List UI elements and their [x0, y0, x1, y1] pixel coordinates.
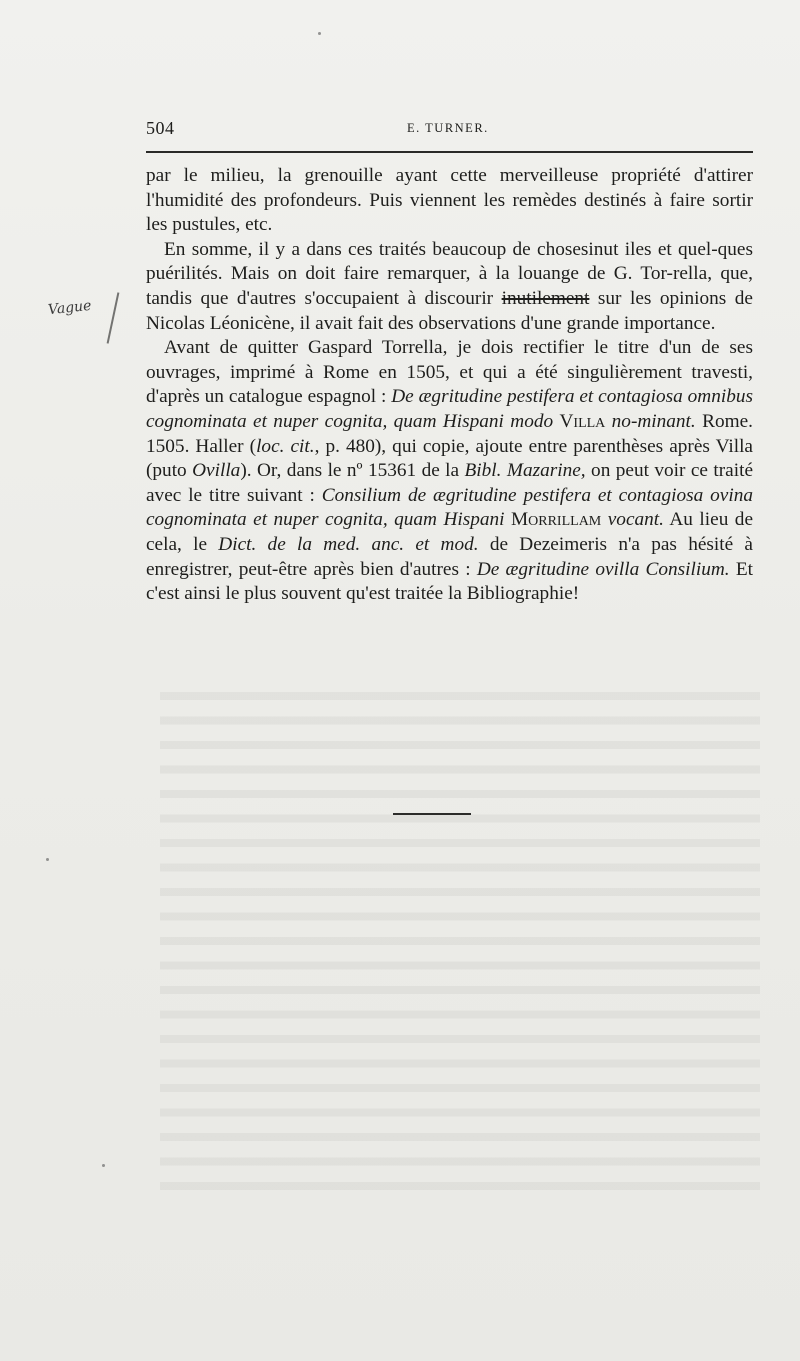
page-number: 504 [146, 118, 175, 138]
p3-s5: on peut voir ce traité avec le titre suivant : [146, 460, 754, 506]
header-rule [146, 151, 753, 153]
p3-s1: Avant de quitter Gaspard Torrella, je dois rectifier le titre d'un de ses ouvrages, imprimé à Rome en 1505, et qui a été singulièrement travesti, d'après un catalogue espagnol : [146, 337, 753, 408]
p3-smallcaps-2: Morrillam [511, 509, 602, 531]
p3-loc-cit: loc. cit. [256, 435, 315, 457]
bleed-through-text [160, 680, 760, 1200]
p2-part-b: sur les opinions de Nicolas Léonicène, il avait fait des observations d'une grande importance. [146, 287, 753, 334]
p3-s6: Au lieu de cela, le [146, 509, 754, 555]
p3-ovilla: Ovilla [192, 460, 241, 482]
p3-s3: , p. 480), qui copie, ajoute entre parenthèses après Villa (puto [146, 435, 753, 482]
paragraph-1-text: par le milieu, la grenouille ayant cette merveilleuse propriété d'attirer l'humidité des profondeurs. Puis viennent les remèdes destinés à faire sortir les pustules, etc. [146, 165, 753, 236]
paper-speck [318, 32, 321, 35]
paper-speck [46, 858, 49, 861]
paragraph-1 [146, 164, 753, 238]
running-head: E. TURNER. [407, 121, 489, 135]
p3-s2: Rome. 1505. Haller ( [146, 410, 753, 457]
p3-title-2b: vocant. [607, 509, 664, 531]
handwritten-margin-note: Vague [47, 297, 93, 319]
p3-s7: de Dezeimeris n'a pas hésité à enregistrer, peut-être après bien d'autres : [146, 533, 753, 580]
struck-word: inutilement [501, 287, 590, 309]
p3-title-1b: no-minant. [611, 410, 696, 432]
p3-s8: Et c'est ainsi le plus souvent qu'est traitée la Bibliographie! [146, 558, 753, 605]
main-text [146, 164, 753, 607]
p3-title-1a: De ægritudine pestifera et contagiosa omnibus cognominata et nuper cognita, quam Hispani modo [146, 386, 753, 432]
p3-title-3: De ægritudine ovilla Consilium. [476, 558, 730, 580]
p3-dict: Dict. de la med. anc. et mod. [218, 533, 479, 555]
p3-bibl-mazarine: Bibl. Mazarine, [464, 460, 586, 482]
paper-speck [102, 1164, 105, 1167]
p3-smallcaps-1: Villa [559, 410, 606, 432]
p3-s4: ). Or, dans le nº 15361 de la [240, 460, 465, 482]
paragraph-3 [146, 336, 753, 607]
section-divider [393, 813, 471, 815]
p2-part-a: En somme, il y a dans ces traités beaucoup de chosesinut iles et quel-ques puérilités. Mais on doit faire remarquer, à la louange de G. Tor-rella, que, tandis que d'autres s'occupaient à discourir [146, 238, 753, 309]
paragraph-2 [146, 238, 753, 336]
p3-title-2a: Consilium de ægritudine pestifera et contagiosa ovina cognominata et nuper cognita, quam Hispani [146, 484, 753, 531]
margin-pencil-stroke [107, 292, 120, 343]
